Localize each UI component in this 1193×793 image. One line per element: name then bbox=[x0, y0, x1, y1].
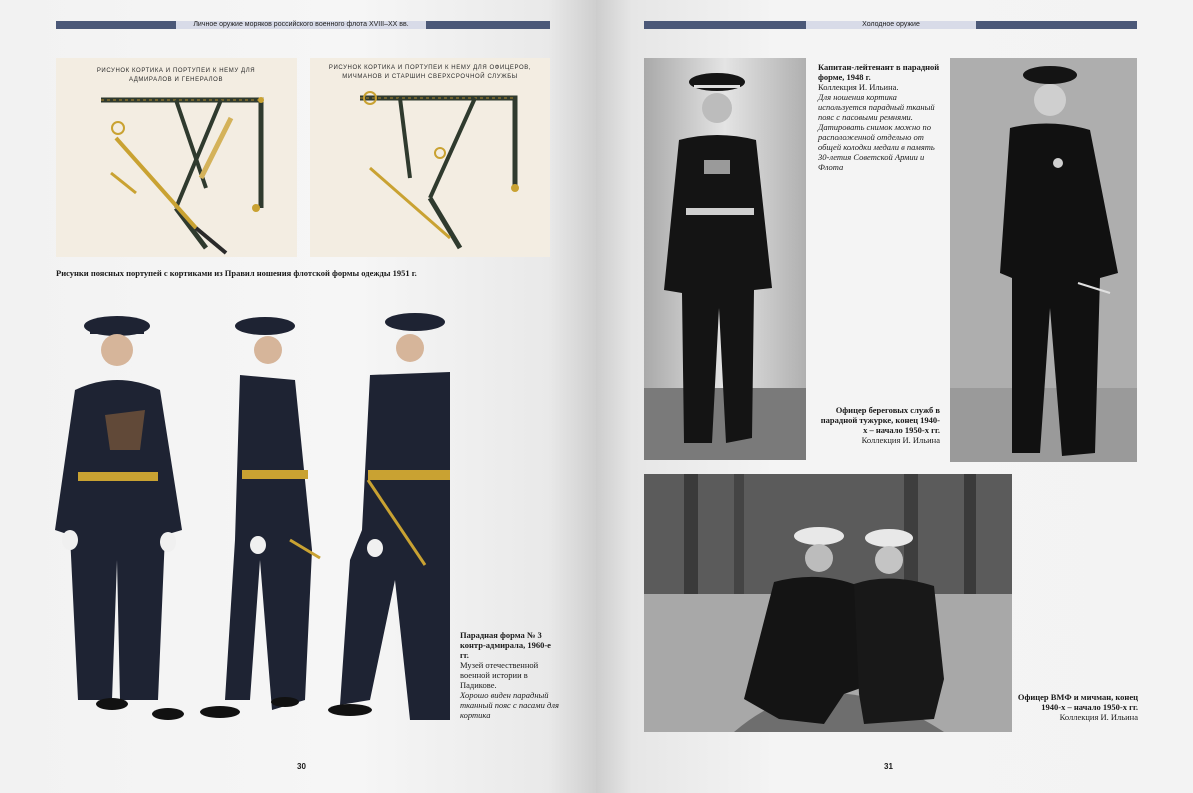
dirk-drawing-admirals bbox=[56, 58, 297, 257]
drawing-officers-title: РИСУНОК КОРТИКА И ПОРТУПЕИ К НЕМУ ДЛЯ ОФИЦЕРОВ, МИЧМАНОВ И СТАРШИН СВЕРХСРОЧНОЙ СЛУЖБЫ bbox=[328, 65, 532, 80]
caption-captain-source: Коллекция И. Ильина. bbox=[818, 82, 899, 92]
dirk-drawing-officers-image bbox=[310, 58, 550, 257]
drawing-admirals-title: РИСУНОК КОРТИКА И ПОРТУПЕИ К НЕМУ ДЛЯ АДМИРАЛОВ И ГЕНЕРАЛОВ bbox=[96, 68, 256, 83]
running-head-label: Личное оружие моряков российского военного флота XVIII–XX вв. bbox=[176, 21, 426, 29]
uniform-caption-note: Хорошо виден парадный тканный пояс с пасами для кортика bbox=[460, 690, 559, 720]
officer-and-michman-image bbox=[644, 474, 1012, 732]
caption-officer-michman bbox=[1016, 692, 1138, 722]
caption-coastal-title: Офицер береговых служб в парадной тужурке, конец 1940-х – начало 1950-х гг. bbox=[820, 405, 940, 435]
dirk-drawing-officers bbox=[310, 58, 550, 257]
captain-lieutenant-image bbox=[644, 58, 806, 460]
officer-and-michman-photo bbox=[644, 474, 1012, 732]
rear-admiral-uniform-photo bbox=[50, 300, 450, 730]
right-page bbox=[596, 0, 1193, 793]
dirk-drawing-admirals-image bbox=[56, 58, 297, 257]
caption-captain-title: Капитан-лейтенант в парадной форме, 1948 г. bbox=[818, 62, 940, 82]
drawings-caption: Рисунки поясных портупей с кортиками из Правил ношения флотской формы одежды 1951 г. bbox=[56, 268, 417, 278]
page-number-right: 31 bbox=[884, 762, 893, 771]
uniform-caption bbox=[460, 630, 560, 720]
caption-captain-note: Для ношения кортика используется парадный тканый пояс с пасовыми ремнями. Датировать снимок можно по расположенной отдельно от общей колодки медали в память 30-летия Советской Армии и Флота bbox=[818, 92, 935, 172]
left-page bbox=[0, 0, 596, 793]
coastal-officer-image bbox=[950, 58, 1137, 462]
caption-captain-lieutenant bbox=[818, 62, 946, 172]
rear-admiral-uniform-image bbox=[50, 300, 450, 730]
caption-officer-michman-source: Коллекция И. Ильина bbox=[1059, 712, 1138, 722]
page-number-left: 30 bbox=[297, 762, 306, 771]
running-head-label: Холодное оружие bbox=[806, 21, 976, 29]
uniform-caption-title: Парадная форма № 3 контр-адмирала, 1960-е гг. bbox=[460, 630, 551, 660]
caption-officer-michman-title: Офицер ВМФ и мичман, конец 1940-х – начало 1950-х гг. bbox=[1017, 692, 1138, 712]
caption-coastal-officer bbox=[818, 405, 940, 445]
caption-coastal-source: Коллекция И. Ильина bbox=[861, 435, 940, 445]
uniform-caption-source: Музей отечественной военной истории в Падикове. bbox=[460, 660, 539, 690]
coastal-officer-photo bbox=[950, 58, 1137, 462]
captain-lieutenant-photo bbox=[644, 58, 806, 460]
